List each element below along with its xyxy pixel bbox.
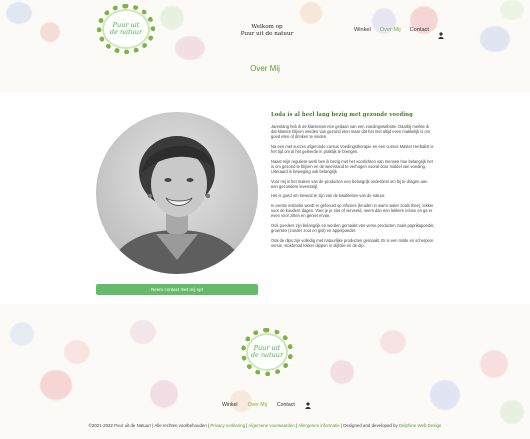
- footer-nav-item-winkel[interactable]: Winkel: [222, 402, 238, 408]
- portrait-photo: [96, 112, 258, 274]
- main-nav: [354, 26, 444, 33]
- nav-item-contact[interactable]: Contact: [409, 26, 429, 33]
- nav-item-winkel[interactable]: Winkel: [354, 26, 371, 33]
- footer-logo-line-2: de natuur: [250, 351, 284, 359]
- about-paragraph: Ook poeders zijn belangrijk en worden gemaakt van verse producten zoals paprikapoeder, groenten (zonder zout en gist) en appelpoeder.: [271, 222, 435, 233]
- site-header: [0, 0, 530, 58]
- site-logo[interactable]: [97, 4, 155, 54]
- about-text: [271, 112, 435, 252]
- about-paragraph: Het is goed om bewust te zijn van de kwaliteiten van de natuur.: [271, 193, 386, 199]
- about-heading: Loda is al heel lang bezig met gezonde voeding: [271, 112, 413, 118]
- footer-logo[interactable]: [241, 328, 293, 376]
- terms-link[interactable]: Algemene voorwaarden: [248, 423, 295, 428]
- allergens-link[interactable]: Allergenen informatie: [298, 423, 340, 428]
- designer-link[interactable]: Delphine Web Design: [398, 423, 442, 428]
- about-paragraph: Voor mij is het maken van de producten een belangrijk onderdeel om bij te dragen aan een gezondere levensstijl.: [271, 178, 428, 189]
- footer-nav: [222, 396, 311, 414]
- footer-user-icon[interactable]: [305, 396, 311, 414]
- welcome-line-2: Puur uit de natuur: [240, 31, 294, 37]
- about-paragraph: Jarenlang heb ik de klantenservice gedaan van een voedingswebsite. Daarbij merkte ik dat klanten blijven werden van gezond eten maar dat het niet altijd even makkelijk is om goed eten of drinken te vinden.: [271, 124, 431, 140]
- footer-logo-line-1: Puur uit: [253, 344, 281, 352]
- about-paragraph: Na een met succes afgeronde cursus Voedingstherapie en een cursus Master Herbalist is het tijd om al het geleerde in praktijk te brengen.: [271, 143, 434, 154]
- contact-button[interactable]: Neem contact met mij op!: [96, 284, 258, 295]
- nav-item-over-mij[interactable]: Over Mij: [379, 26, 401, 33]
- about-paragraph: Naast mijn reguliere werk ben ik bezig met het voorlichten van mensen hoe belangrijk het is om gezond te blijven en de weerstand te verhogen vooral door middel van voeding. Uiteraard is beweging ook belangrijk: [271, 158, 433, 174]
- designed-by-text: | Designed and developed by: [340, 423, 398, 428]
- logo-line-2: de natuur: [109, 28, 143, 36]
- footer-nav-item-over-mij[interactable]: Over Mij: [247, 402, 267, 408]
- page-title: Over Mij: [250, 64, 280, 73]
- logo-line-1: Puur uit: [112, 21, 140, 29]
- user-icon[interactable]: [438, 26, 444, 33]
- about-paragraph: In eerste instantie wordt er gefocust op infusies (kruiden in warm water zoals thee), lekker voor de koudere dagen. Voer je je niet of verveeld, neem dan een lekkere infuse en ga er even voor zitten en geniet ervan.: [271, 203, 434, 219]
- privacy-link[interactable]: Privacy verklaring: [210, 423, 246, 428]
- welcome-title: [237, 24, 297, 38]
- welcome-line-1: Welkom op: [251, 24, 283, 30]
- copyright-bar: ©2021-2022 Puur uit de Natuur! | Alle rechten voorbehouden | Privacy verklaring | Algemene voorwaarden | Allergenen informatie | Designed and developed by Delphine Web Design: [88, 423, 442, 428]
- copyright-text: ©2021-2022 Puur uit de Natuur! | Alle rechten voorbehouden |: [88, 423, 210, 428]
- about-paragraph: Ook de dips zijn volledig met natuurlijke producten gemaakt. Er is een milde en scherpere versie, stokbrood lekker dippen in olijfolie en de dip.: [271, 237, 434, 248]
- footer-nav-item-contact[interactable]: Contact: [276, 402, 295, 408]
- main-content: [0, 92, 530, 304]
